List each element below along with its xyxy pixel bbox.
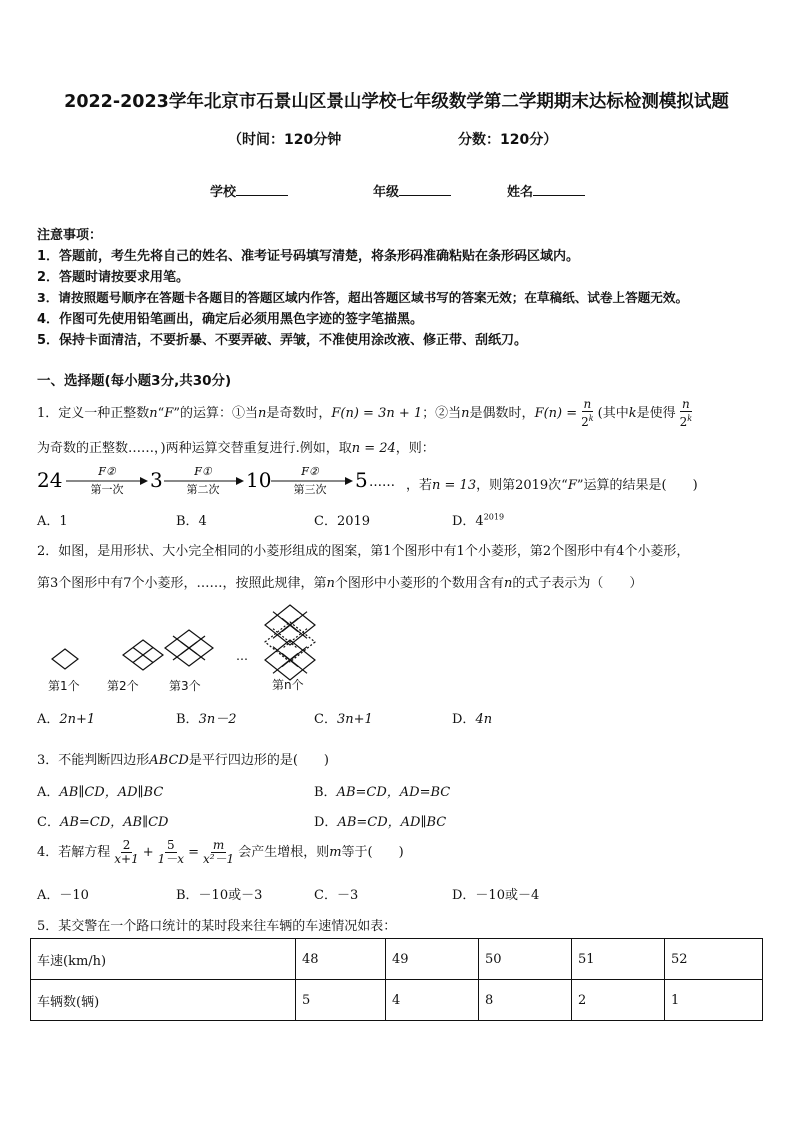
var-F: F	[164, 406, 174, 421]
q1-fraction	[579, 398, 596, 429]
figure-caption: 第n个	[272, 678, 304, 692]
frac-denominator: x+1	[114, 852, 139, 866]
q2-option-d[interactable]	[452, 708, 492, 727]
rhombus-figure-1	[52, 649, 78, 669]
table-cell: 50	[479, 939, 572, 980]
q1-text: ，则：	[395, 441, 435, 456]
rhombus-figure-n-bottom	[265, 640, 315, 680]
table-cell: 8	[479, 980, 572, 1021]
q1-text: (其中	[597, 406, 629, 421]
arrow-caption: 第三次	[293, 483, 327, 496]
option-value: 4n	[475, 712, 493, 727]
table-cell: 车速(km/h)	[31, 939, 296, 980]
chain-ellipsis: ……	[369, 475, 395, 490]
grade-blank[interactable]	[399, 183, 451, 196]
q3-option-a[interactable]	[37, 781, 163, 800]
q1-option-b[interactable]: B．4	[176, 514, 207, 529]
option-letter: D．	[452, 712, 476, 727]
q1-formula-odd: F(n) = 3n + 1	[331, 406, 423, 421]
frac-denominator: 2	[679, 415, 688, 429]
option-letter: B．	[176, 712, 199, 727]
q1-text: ，则第2019次“	[476, 478, 568, 493]
table-cell: 49	[386, 939, 479, 980]
option-value: AB=CD，AB∥CD	[59, 815, 169, 830]
q4-stem	[37, 836, 404, 870]
q4-option-a[interactable]: A．－10	[37, 888, 89, 903]
option-exponent: 2019	[483, 512, 505, 522]
rhombus-figure-n	[265, 605, 315, 645]
option-value: 3n－2	[198, 712, 237, 727]
section-heading: 一、选择题(每小题3分,共30分)	[37, 373, 232, 389]
q2-option-c[interactable]	[314, 708, 373, 727]
time-label: （时间：120分钟	[228, 132, 342, 148]
grade-field[interactable]	[373, 181, 451, 200]
rhombus-shape	[52, 649, 78, 669]
q1-text: ”的运算：①当	[173, 406, 258, 421]
q1-option-d[interactable]	[452, 510, 504, 529]
note-item: 1．答题前，考生先将自己的姓名、准考证号码填写清楚，将条形码准确粘贴在条形码区域内。	[37, 249, 580, 264]
q1-formula-even: F(n) =	[534, 406, 578, 421]
chain-number: 3	[150, 468, 163, 492]
table-cell: 51	[572, 939, 665, 980]
q1-option-c[interactable]: C．2019	[314, 514, 371, 529]
q1-fraction	[678, 398, 695, 429]
equals-sign: =	[188, 845, 199, 860]
var-n: n	[461, 406, 470, 421]
arrow-caption: 第一次	[90, 483, 124, 496]
q4-fraction-1	[112, 839, 140, 866]
arrow-label: F①	[194, 465, 212, 478]
arrow-caption: 第二次	[186, 483, 220, 496]
q2-stem: 2．如图，是用形状、大小完全相同的小菱形组成的图案，第1个图形中有1个小菱形，第2个图形中有4个小菱形，	[37, 544, 690, 559]
frac-denominator: x²－1	[202, 852, 235, 866]
table-cell: 52	[665, 939, 763, 980]
note-item: 5．保持卡面清洁，不要折暴、不要弄破、弄皱，不准使用涂改液、修正带、刮纸刀。	[37, 333, 528, 348]
arrowhead-icon	[345, 477, 353, 485]
name-blank[interactable]	[533, 183, 585, 196]
rhombus-figure-3	[165, 630, 213, 666]
frac-numerator: n	[583, 397, 592, 411]
figure-ellipsis: …	[236, 649, 248, 663]
arrow-label: F②	[98, 465, 116, 478]
frac-denominator: 1－x	[157, 852, 185, 866]
option-letter: C．	[314, 712, 337, 727]
q4-text: 会产生增根，则	[238, 845, 330, 860]
arrow-label: F②	[301, 465, 319, 478]
note-item: 2．答题时请按要求用笔。	[37, 270, 190, 285]
table-cell: 1	[665, 980, 763, 1021]
q2-text: 第3个图形中有7个小菱形，……，按照此规律，第	[37, 576, 327, 591]
plus-sign: +	[142, 845, 154, 860]
frac-numerator: n	[681, 397, 690, 411]
var-n: n	[503, 576, 513, 591]
q3-option-c[interactable]	[37, 811, 168, 830]
q1-option-a[interactable]: A．1	[37, 514, 68, 529]
q5-stem: 5．某交警在一个路口统计的某时段来往车辆的车速情况如表：	[37, 919, 397, 934]
q3-option-b[interactable]	[314, 781, 450, 800]
page-title: 2022-2023学年北京市石景山区景山学校七年级数学第二学期期末达标检测模拟试题	[64, 92, 729, 112]
notes-heading: 注意事项：	[37, 228, 103, 243]
quadrilateral-name: ABCD	[149, 753, 189, 768]
q4-option-b[interactable]: B．－10或－3	[176, 888, 263, 903]
frac-exponent: k	[588, 414, 594, 423]
rhombus-figure-2	[123, 640, 163, 670]
note-item: 3．请按照题号顺序在答题卡各题目的答题区域内作答，超出答题区域书写的答案无效；在草稿纸、试卷上答题无效。	[37, 290, 689, 305]
option-letter: A．	[37, 785, 60, 800]
frac-numerator: m	[212, 838, 225, 852]
q1-text: ”运算的结果是( )	[576, 478, 698, 493]
rhombus-figure-n-middle	[265, 622, 315, 662]
note-item: 4．作图可先使用铅笔画出，确定后必须用黑色字迹的签字笔描黑。	[37, 312, 424, 327]
frac-numerator: 5	[167, 838, 175, 852]
option-value: AB=CD，AD=BC	[336, 785, 451, 800]
q2-option-b[interactable]	[176, 708, 236, 727]
speed-table	[30, 938, 763, 1021]
q4-text: 等于( )	[341, 845, 404, 860]
var-F: F	[567, 478, 577, 493]
q2-stem-line2	[37, 572, 642, 591]
option-letter: B．	[314, 785, 337, 800]
q1-text: 为奇数的正整数……，)两种运算交替重复进行.例如，取	[37, 441, 352, 456]
option-letter: C．	[37, 815, 60, 830]
arrowhead-icon	[236, 477, 244, 485]
chain-number: 5	[355, 468, 368, 492]
q3-text: 是平行四边形的是( )	[188, 753, 329, 768]
school-field[interactable]	[210, 181, 288, 200]
q1-stem	[37, 398, 696, 429]
figure-caption: 第1个	[48, 679, 80, 693]
q1-text: “	[157, 406, 165, 421]
var-n: n	[258, 406, 267, 421]
q1-text: 是使得	[636, 406, 676, 421]
option-letter: A．	[37, 712, 60, 727]
q1-text: 是偶数时，	[469, 406, 535, 421]
chain-number: 24	[37, 468, 63, 492]
q2-text: 个图形中小菱形的个数用含有	[334, 576, 504, 591]
table-cell: 车辆数(辆)	[31, 980, 296, 1021]
q1-stem-line2	[37, 437, 435, 456]
q1-text: 1．定义一种正整数	[37, 406, 150, 421]
table-cell: 5	[296, 980, 386, 1021]
chain-number: 10	[246, 468, 272, 492]
frac-exponent: k	[687, 414, 693, 423]
table-cell: 48	[296, 939, 386, 980]
school-blank[interactable]	[236, 183, 288, 196]
school-label: 学校	[210, 185, 237, 200]
var-k: k	[628, 406, 637, 421]
q1-example: n = 24	[351, 441, 396, 456]
name-field[interactable]	[507, 181, 585, 200]
q1-text: 是奇数时，	[266, 406, 332, 421]
table-row	[31, 980, 763, 1021]
q1-text: ，若	[406, 478, 433, 493]
q3-option-d[interactable]	[314, 811, 446, 830]
var-m: m	[329, 845, 342, 860]
arrowhead-icon	[140, 477, 148, 485]
q4-text: 4．若解方程	[37, 845, 111, 860]
option-value: 3n+1	[336, 712, 373, 727]
option-value: AB∥CD，AD∥BC	[59, 785, 164, 800]
table-row	[31, 939, 763, 980]
frac-denominator: 2	[581, 415, 589, 429]
q1-tail	[406, 474, 698, 493]
table-cell: 4	[386, 980, 479, 1021]
var-n: n	[149, 406, 158, 421]
var-n: n	[326, 576, 335, 591]
option-value: AB=CD，AD∥BC	[337, 815, 447, 830]
name-label: 姓名	[507, 185, 534, 200]
q2-text: 的式子表示为（ ）	[512, 576, 643, 591]
q3-text: 3．不能判断四边形	[37, 753, 150, 768]
q2-option-a[interactable]	[37, 708, 95, 727]
frac-numerator: 2	[122, 838, 131, 852]
grade-label: 年级	[373, 185, 400, 200]
q4-option-c[interactable]: C．－3	[314, 888, 359, 903]
option-value: 2n+1	[59, 712, 96, 727]
q4-fraction-2	[156, 839, 186, 866]
q1-text: ；②当	[422, 406, 462, 421]
q4-option-d[interactable]: D．－10或－4	[452, 888, 540, 903]
figure-caption: 第3个	[169, 679, 201, 693]
table-cell: 2	[572, 980, 665, 1021]
q1-condition: n = 13	[432, 478, 477, 493]
figure-caption: 第2个	[107, 679, 139, 693]
q3-stem	[37, 749, 329, 768]
option-letter: D．	[314, 815, 338, 830]
score-label: 分数：120分）	[458, 132, 558, 148]
q4-fraction-3	[201, 839, 236, 866]
option-text: D．4	[452, 514, 484, 529]
